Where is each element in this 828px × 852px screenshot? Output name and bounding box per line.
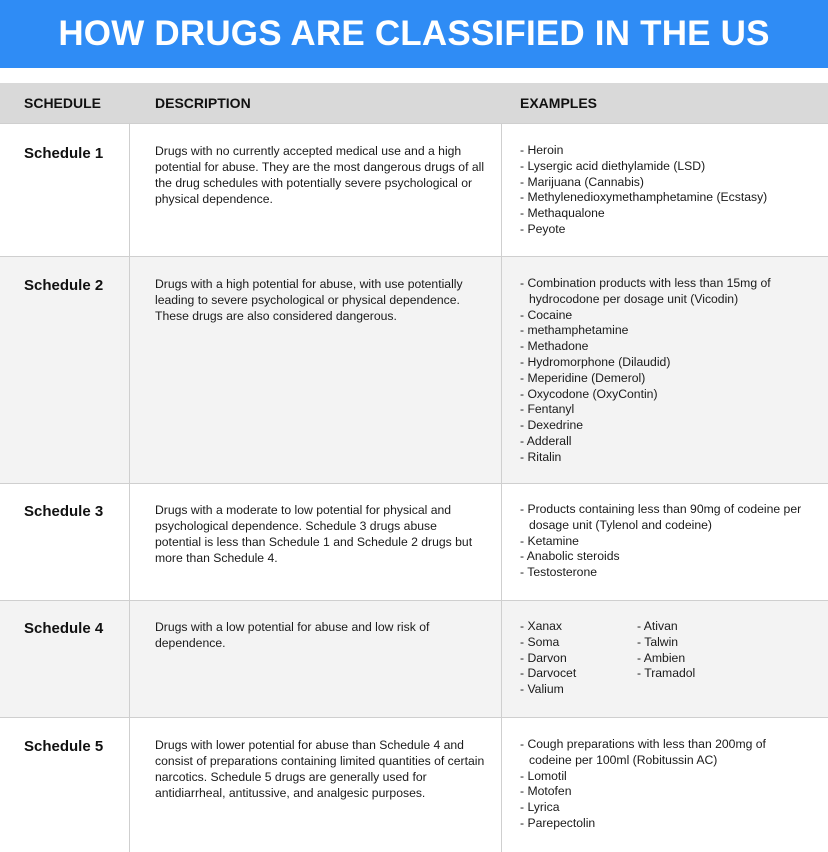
list-item: - Cough preparations with less than 200mg of codeine per 100ml (Robitussin AC)	[520, 737, 766, 767]
list-item: - Darvon	[520, 650, 567, 665]
list-item: - Adderall	[520, 433, 572, 448]
list-item: - Darvocet	[520, 666, 577, 681]
column-divider	[129, 123, 130, 852]
list-item: - Oxycodone (OxyContin)	[520, 386, 658, 401]
list-item: - Anabolic steroids	[520, 549, 620, 564]
table-row	[0, 717, 828, 852]
list-item: - Lyrica	[520, 800, 560, 815]
header-description: DESCRIPTION	[155, 95, 251, 111]
list-item: - Meperidine (Demerol)	[520, 370, 646, 385]
list-item: - Parepectolin	[520, 815, 596, 830]
list-item: - Tramadol	[637, 666, 696, 681]
table-row	[0, 600, 828, 717]
list-item: - Methadone	[520, 339, 589, 354]
list-item: - Methylenedioxymethamphetamine (Ecstasy)	[520, 190, 768, 205]
list-item: - Testosterone	[520, 565, 598, 580]
list-item: - Heroin	[520, 143, 564, 157]
list-item: - Dexedrine	[520, 418, 583, 433]
title-banner	[0, 0, 828, 68]
schedule-table	[0, 83, 828, 852]
schedule-description: Drugs with lower potential for abuse than Schedule 4 and consist of preparations containing limited quantities of certain narcotics. Schedule 5 drugs are generally used for antidiarrheal, antitussive, and analgesic purposes.	[155, 738, 485, 800]
list-item: - Soma	[520, 634, 560, 649]
list-item: - Ritalin	[520, 449, 562, 464]
examples-list	[520, 619, 630, 698]
schedule-label: Schedule 4	[24, 620, 104, 637]
table-row	[0, 123, 828, 256]
list-item: - Combination products with less than 15mg of hydrocodone per dosage unit (Vicodin)	[520, 276, 771, 306]
list-item: - Cocaine	[520, 307, 573, 322]
list-item: - Xanax	[520, 619, 563, 633]
list-item: - Marijuana (Cannabis)	[520, 174, 644, 189]
schedule-label: Schedule 3	[24, 503, 104, 520]
examples-list	[520, 737, 810, 832]
list-item: - methamphetamine	[520, 323, 629, 338]
list-item: - Valium	[520, 682, 564, 697]
list-item: - Ketamine	[520, 533, 579, 548]
list-item: - Fentanyl	[520, 402, 575, 417]
schedule-description: Drugs with a moderate to low potential for physical and psychological dependence. Schedule 3 drugs abuse potential is less than Schedule 1 and Schedule 2 drugs but more than Schedule 4.	[155, 503, 473, 565]
list-item: - Ambien	[637, 650, 686, 665]
schedule-description: Drugs with no currently accepted medical use and a high potential for abuse. They are the most dangerous drugs of all the drug schedules with potentially severe psychological or physical dependence.	[155, 144, 485, 206]
schedule-label: Schedule 1	[24, 145, 104, 162]
list-item: - Methaqualone	[520, 206, 605, 221]
list-item: - Lomotil	[520, 768, 567, 783]
table-row	[0, 483, 828, 600]
schedule-label: Schedule 5	[24, 738, 104, 755]
list-item: - Talwin	[637, 634, 679, 649]
examples-list	[520, 502, 816, 581]
list-item: - Ativan	[637, 619, 678, 633]
header-examples: EXAMPLES	[520, 95, 598, 111]
list-item: - Hydromorphone (Dilaudid)	[520, 354, 671, 369]
page-title: HOW DRUGS ARE CLASSIFIED IN THE US	[58, 14, 770, 53]
examples-list	[520, 143, 820, 238]
examples-list-col2	[637, 619, 797, 682]
table-row	[0, 256, 828, 483]
schedule-description: Drugs with a high potential for abuse, with use potentially leading to severe psychological or physical dependence. These drugs are also considered dangerous.	[155, 277, 463, 323]
column-divider	[501, 123, 502, 852]
table-header	[0, 83, 828, 123]
schedule-description: Drugs with a low potential for abuse and low risk of dependence.	[155, 620, 430, 650]
schedule-label: Schedule 2	[24, 277, 104, 294]
list-item: - Peyote	[520, 221, 566, 236]
list-item: - Lysergic acid diethylamide (LSD)	[520, 158, 706, 173]
header-schedule: SCHEDULE	[24, 95, 102, 111]
list-item: - Motofen	[520, 784, 572, 799]
examples-list	[520, 276, 816, 466]
list-item: - Products containing less than 90mg of codeine per dosage unit (Tylenol and codeine)	[520, 502, 802, 532]
